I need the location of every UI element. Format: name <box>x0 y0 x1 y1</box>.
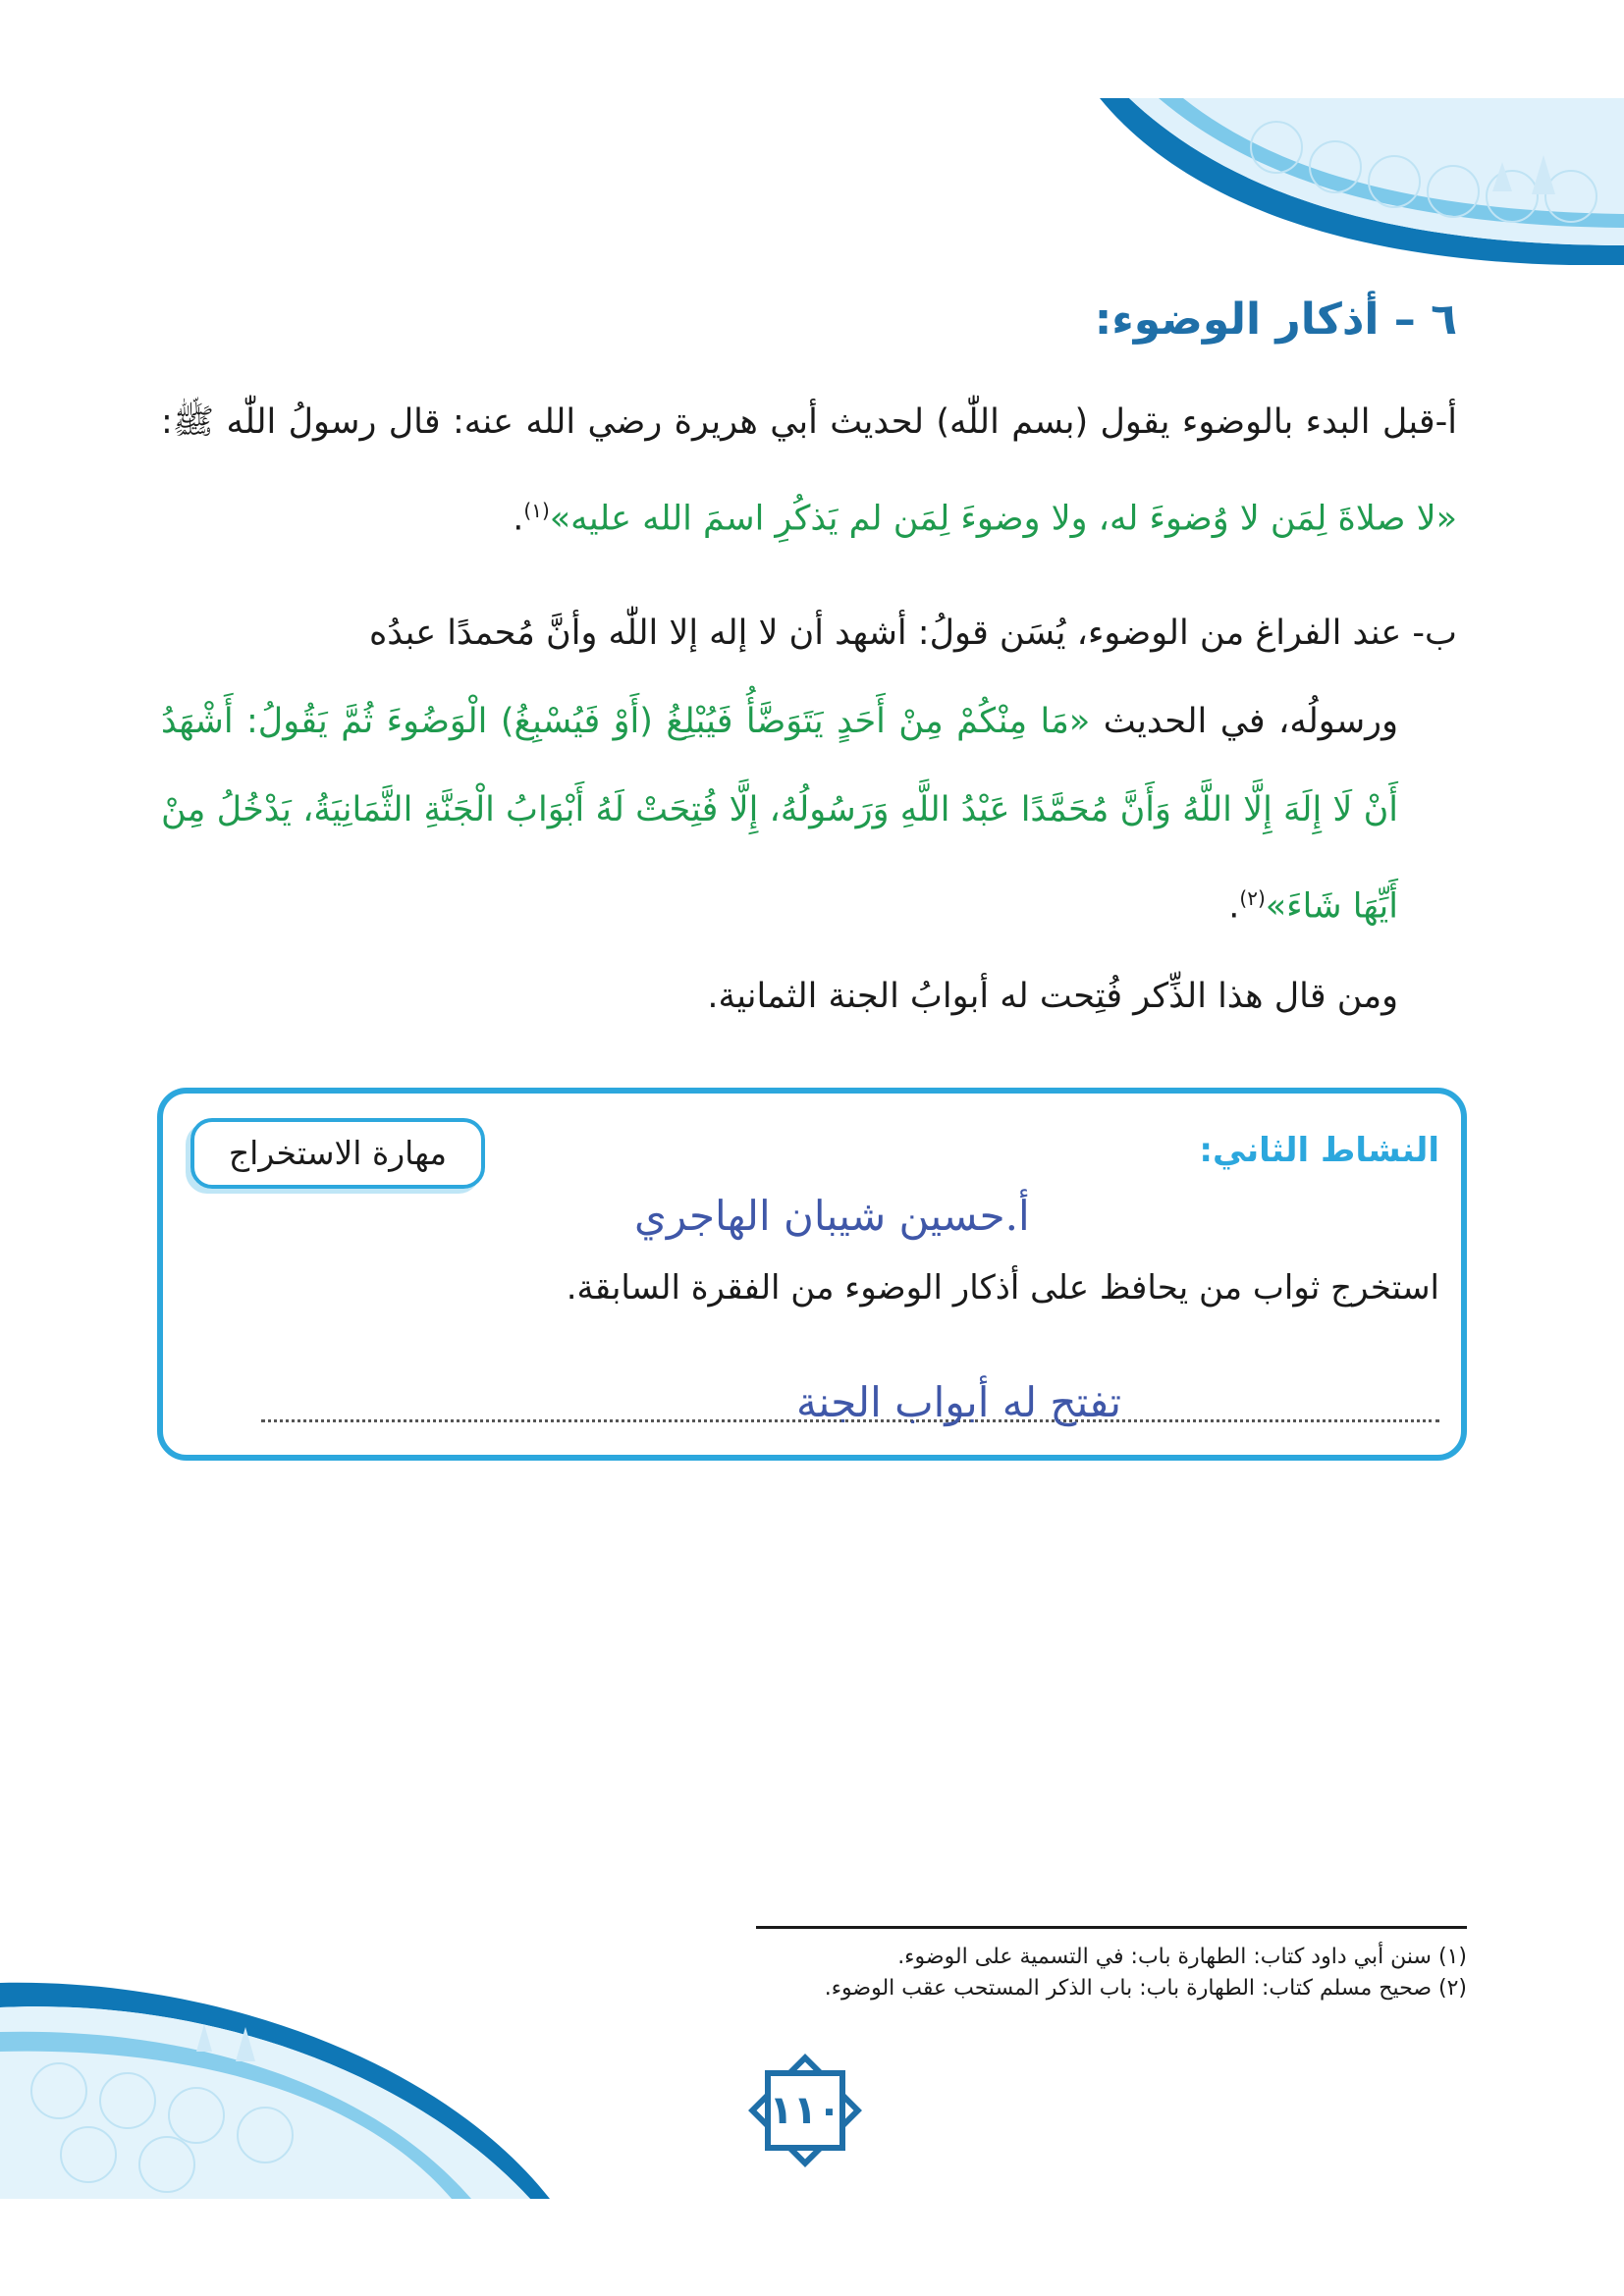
paragraph-a <box>161 378 1457 563</box>
footnote-2: (٢) صحيح مسلم كتاب: الطهارة باب: باب الذكر المستحب عقب الوضوء. <box>824 1976 1467 2001</box>
activity-question: استخرج ثواب من يحافظ على أذكار الوضوء من الفقرة السابقة. <box>566 1268 1439 1308</box>
top-decoration <box>1070 98 1624 265</box>
footnote-ref-2: (٢) <box>1239 886 1266 910</box>
footnote-separator <box>756 1926 1467 1929</box>
hadith-quote-b: «مَا مِنْكُمْ مِنْ أَحَدٍ يَتَوَضَّأُ فَيُبْلِغُ (أَوْ فَيُسْبِغُ) الْوَضُوءَ ثُمَّ يَقُولُ: أَشْهَدُ أَنْ لَا إِلَهَ إِلَّا اللَّهُ وَأَنَّ مُحَمَّدًا عَبْدُ اللَّهِ وَرَسُولُهُ، إِلَّا فُتِحَتْ لَهُ أَبْوَابُ الْجَنَّةِ الثَّمَانِيَةُ، يَدْخُلُ مِنْ أَيِّهَا شَاءَ» <box>161 702 1398 927</box>
paragraph-b <box>161 589 1457 951</box>
paragraph-b-continuation <box>161 677 1457 951</box>
answer-handwritten: تفتح له أبواب الجنة <box>796 1378 1122 1426</box>
bottom-decoration <box>0 1953 550 2199</box>
activity-label: النشاط الثاني: <box>1199 1131 1439 1170</box>
footnote-1: (١) سنن أبي داود كتاب: الطهارة باب: في التسمية على الوضوء. <box>897 1945 1467 1969</box>
paragraph-a-text: أ-قبل البدء بالوضوء يقول (بسم اللّٰه) لحديث أبي هريرة رضي الله عنه: قال رسولُ اللّٰه ﷺ: <box>161 402 1457 442</box>
hadith-quote-a: «لا صلاةَ لِمَن لا وُضوءَ له، ولا وضوءَ لِمَن لم يَذكُرِ اسمَ الله عليه» <box>549 499 1457 539</box>
paragraph-a-end: . <box>513 499 524 539</box>
footnote-ref-1: (١) <box>523 499 550 522</box>
footnotes <box>825 1942 1467 2004</box>
activity-box <box>157 1088 1467 1461</box>
paragraph-c: ومن قال هذا الذِّكر فُتِحت له أبوابُ الجنة الثمانية. <box>707 977 1398 1016</box>
paragraph-b-text2: ورسولُه، في الحديث <box>1090 702 1398 741</box>
paragraph-b-text1: ب- عند الفراغ من الوضوء، يُسَن قولُ: أشهد أن لا إله إلا اللّٰه وأنَّ مُحمدًا عبدُه <box>368 614 1457 653</box>
teacher-name-handwritten: أ.حسين شيبان الهاجري <box>634 1192 1030 1240</box>
skill-badge: مهارة الاستخراج <box>190 1118 485 1189</box>
page-number: ١١٠ <box>769 2088 841 2133</box>
section-title: ٦ – أذكار الوضوء: <box>1094 294 1457 345</box>
paragraph-b-end: . <box>1228 886 1240 927</box>
